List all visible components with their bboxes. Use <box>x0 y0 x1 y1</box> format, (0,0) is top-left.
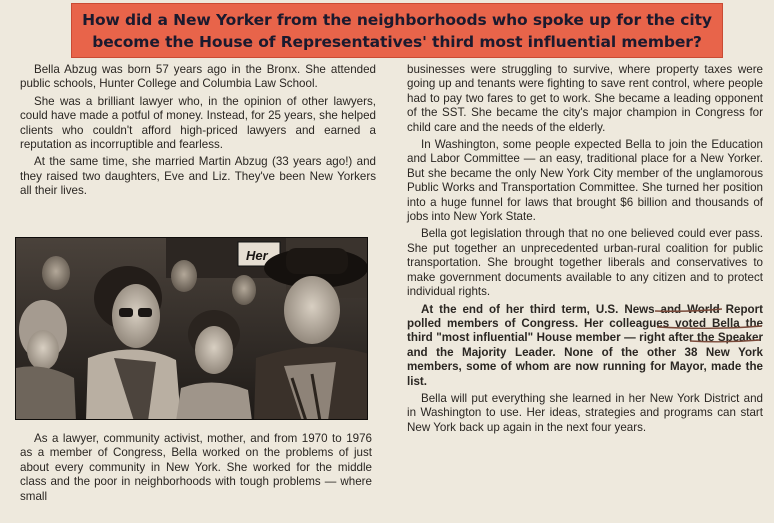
right-paragraph-5: Bella will put everything she learned in her New York District and in Washington to use. Her ideas, strategies and programs can start New York back up again in the next four years. <box>407 391 763 434</box>
campaign-photo-image <box>16 238 368 420</box>
right-column <box>407 63 763 435</box>
left-column-top <box>20 63 376 199</box>
left-paragraph-3: At the same time, she married Martin Abzug (33 years ago!) and they raised two daughters, Eve and Liz. They've been New Yorkers all their lives. <box>20 155 376 198</box>
headline-line-2: become the House of Representatives' third most influential member? <box>92 32 702 51</box>
left-paragraph-1: Bella Abzug was born 57 years ago in the Bronx. She attended public schools, Hunter College and Columbia Law School. <box>20 63 376 91</box>
left-column-bottom <box>20 432 372 504</box>
right-paragraph-1: businesses were struggling to survive, where property taxes were going up and tenants were fighting to save rent control, where people had to pay two fares to get to work. She became a leading opponent of the SST. She became the city's major champion in Congress for child care and the needs of the elderly. <box>407 63 763 134</box>
right-paragraph-3: Bella got legislation through that no one believed could ever pass. She put together an unprecedented urban-rural coalition for public transportation. She brought together liberals and conservatives to make government documents available to any citizen and to protect individual rights. <box>407 227 763 299</box>
headline-banner <box>71 3 723 58</box>
campaign-photo <box>15 237 368 420</box>
right-paragraph-4: At the end of her third term, U.S. News and World Report polled members of Congress. Her colleagues voted Bella the third "most influential" House member — right after the Speaker and the Majority Leader. None of the other 38 New York members, some of whom are now running for Mayor, made the list. <box>407 302 763 388</box>
headline-line-1: How did a New Yorker from the neighborhoods who spoke up for the city <box>82 10 712 29</box>
left-paragraph-4: As a lawyer, community activist, mother, and from 1970 to 1976 as a member of Congress, Bella worked on the problems of just about every community in New York. She worked for the middle class and the poor in neighborhoods with tough problems — where small <box>20 432 372 503</box>
sign-text: Her <box>246 248 268 263</box>
right-paragraph-2: In Washington, some people expected Bella to join the Education and Labor Committee — an easy, traditional place for a New Yorker. But she became the only New York City member of the unglamorous Public Works and Transportation Committee. She turned her position into a huge funnel for laws that brought $6 billion and thousands of jobs into New York State. <box>407 138 763 224</box>
left-paragraph-2: She was a brilliant lawyer who, in the opinion of other lawyers, could have made a potful of money. Instead, for 25 years, she helped clients who couldn't afford high-priced lawyers and earned a reputation as incorruptible and fearless. <box>20 94 376 152</box>
